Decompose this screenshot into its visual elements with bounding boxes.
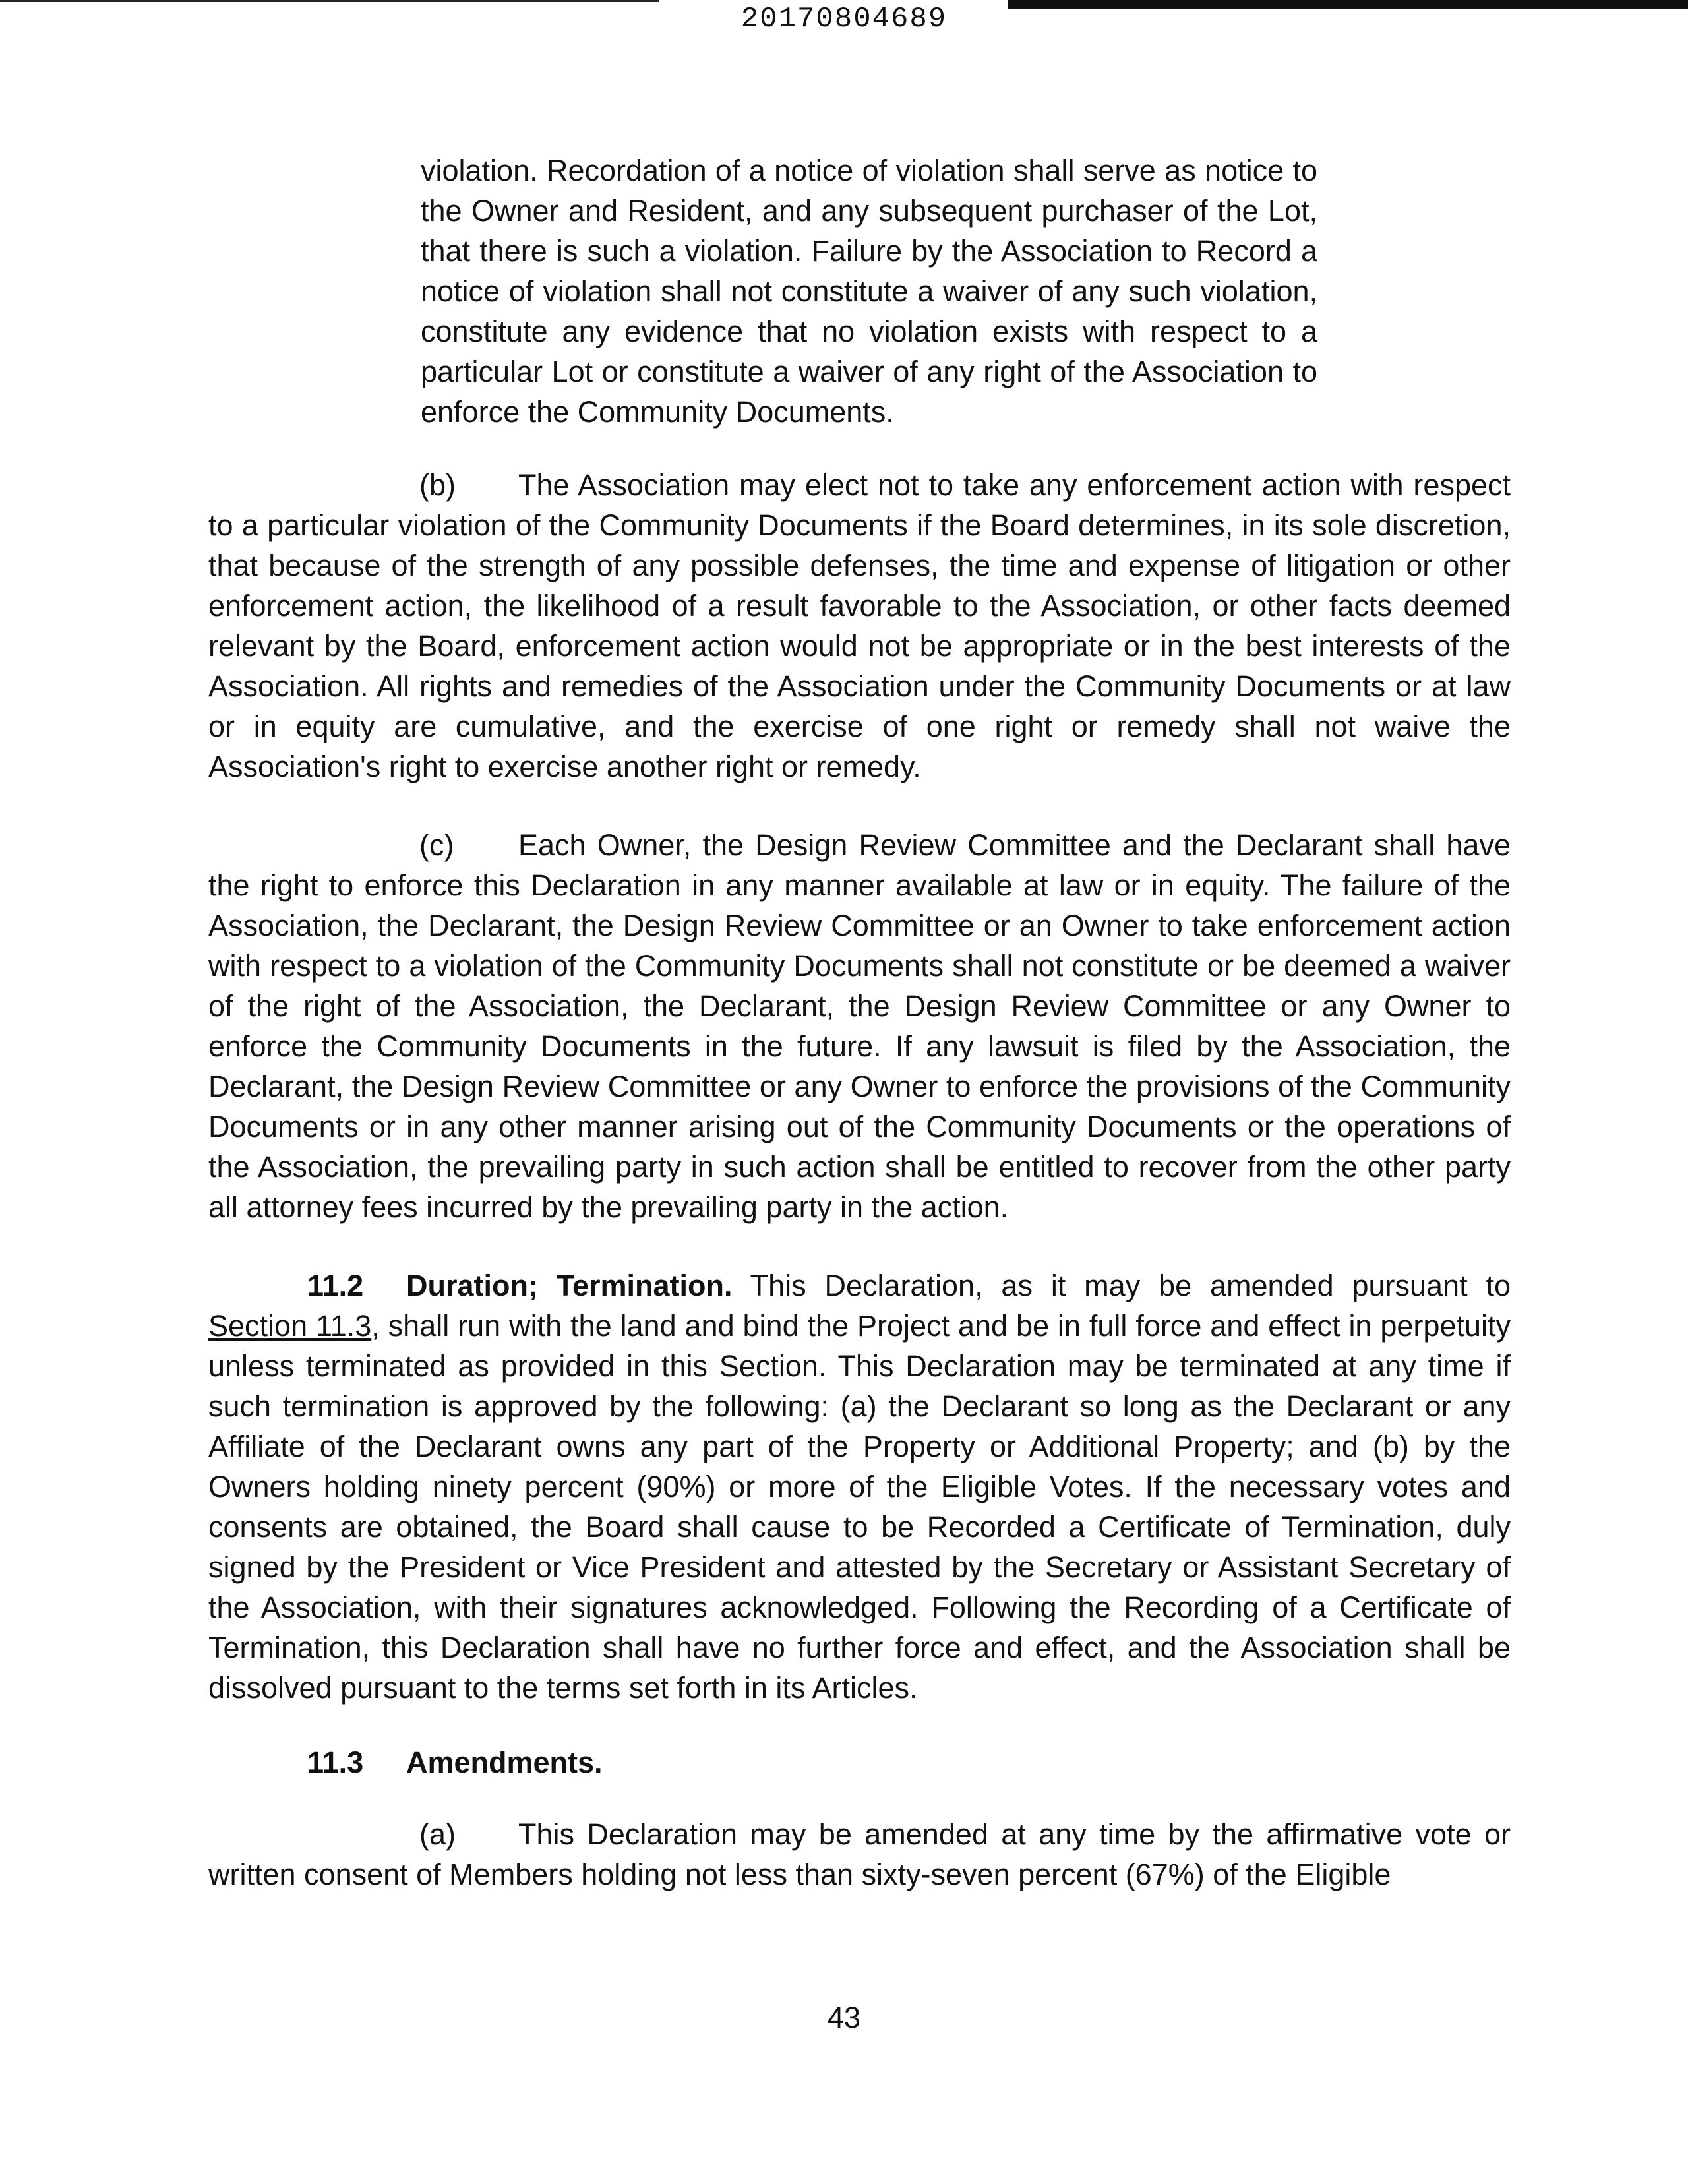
paragraph-11-3-a-text: This Declaration may be amended at any time by the affirmative vote or written consent of Members holding not less than sixty-seven percent (67%) of the Eligible xyxy=(208,1817,1511,1891)
section-11-2 xyxy=(208,1265,1511,1708)
section-11-2-title: Duration; Termination. xyxy=(406,1269,733,1302)
section-11-3-heading xyxy=(307,1742,1511,1782)
paragraph-b-marker: (b) xyxy=(419,468,456,502)
page-number: 43 xyxy=(827,2001,861,2034)
section-11-2-lead: This Declaration, as it may be amended pursuant to xyxy=(750,1269,1511,1302)
section-11-2-text: , shall run with the land and bind the Project and be in full force and effect in perpetuity unless terminated as provided in this Section. This Declaration may be terminated at any time if such termination is approved by the following: (a) the Declarant so long as the Declarant or any Affiliate of the Declarant owns any part of the Property or Additional Property; and (b) by the Owners holding ninety percent (90%) or more of the Eligible Votes. If the necessary votes and consents are obtained, the Board shall cause to be Recorded a Certificate of Termination, duly signed by the President or Vice President and attested by the Secretary or Assistant Secretary of the Association, with their signatures acknowledged. Following the Recording of a Certificate of Termination, this Declaration shall have no further force and effect, and the Association shall be dissolved pursuant to the terms set forth in its Articles. xyxy=(208,1309,1511,1705)
section-11-3-title: Amendments. xyxy=(406,1745,603,1779)
paragraph-c-text: Each Owner, the Design Review Committee and the Declarant shall have the right to enforce this Declaration in any manner available at law or in equity. The failure of the Association, the Declarant, the Design Review Committee or an Owner to take enforcement action with respect to a violation of the Community Documents shall not constitute or be deemed a waiver of the right of the Association, the Declarant, the Design Review Committee or any Owner to enforce the Community Documents in the future. If any lawsuit is filed by the Association, the Declarant, the Design Review Committee or any Owner to enforce the provisions of the Community Documents or in any other manner arising out of the Community Documents or the operations of the Association, the prevailing party in such action shall be entitled to recover from the other party all attorney fees incurred by the prevailing party in the action. xyxy=(208,828,1511,1224)
paragraph-11-3-a-marker: (a) xyxy=(419,1817,456,1851)
paragraph-c-marker: (c) xyxy=(419,828,454,862)
section-11-3-number: 11.3 xyxy=(307,1745,364,1779)
continuation-paragraph: violation. Recordation of a notice of violation shall serve as notice to the Owner and Resident, and any subsequent purchaser of the Lot, that there is such a violation. Failure by the Association to Record a notice of violation shall not constitute a waiver of any such violation, constitute any evidence that no violation exists with respect to a particular Lot or constitute a waiver of any right of the Association to enforce the Community Documents. xyxy=(421,154,1317,429)
paragraph-11-3-a xyxy=(208,1814,1511,1895)
paragraph-b-text: The Association may elect not to take any enforcement action with respect to a particular violation of the Community Documents if the Board determines, in its sole discretion, that because of the strength of any possible defenses, the time and expense of litigation or other enforcement action, the likelihood of a result favorable to the Association, or other facts deemed relevant by the Board, enforcement action would not be appropriate or in the best interests of the Association. All rights and remedies of the Association under the Community Documents or at law or in equity are cumulative, and the exercise of one right or remedy shall not waive the Association's right to exercise another right or remedy. xyxy=(208,468,1511,783)
document-number: 20170804689 xyxy=(740,3,948,36)
paragraph-c xyxy=(208,825,1511,1227)
section-11-2-number: 11.2 xyxy=(307,1269,364,1302)
paragraph-b xyxy=(208,465,1511,787)
section-11-3-reference-link: Section 11.3 xyxy=(208,1309,372,1343)
page-body xyxy=(208,150,1511,1933)
scan-top-rule-left xyxy=(0,0,659,2)
